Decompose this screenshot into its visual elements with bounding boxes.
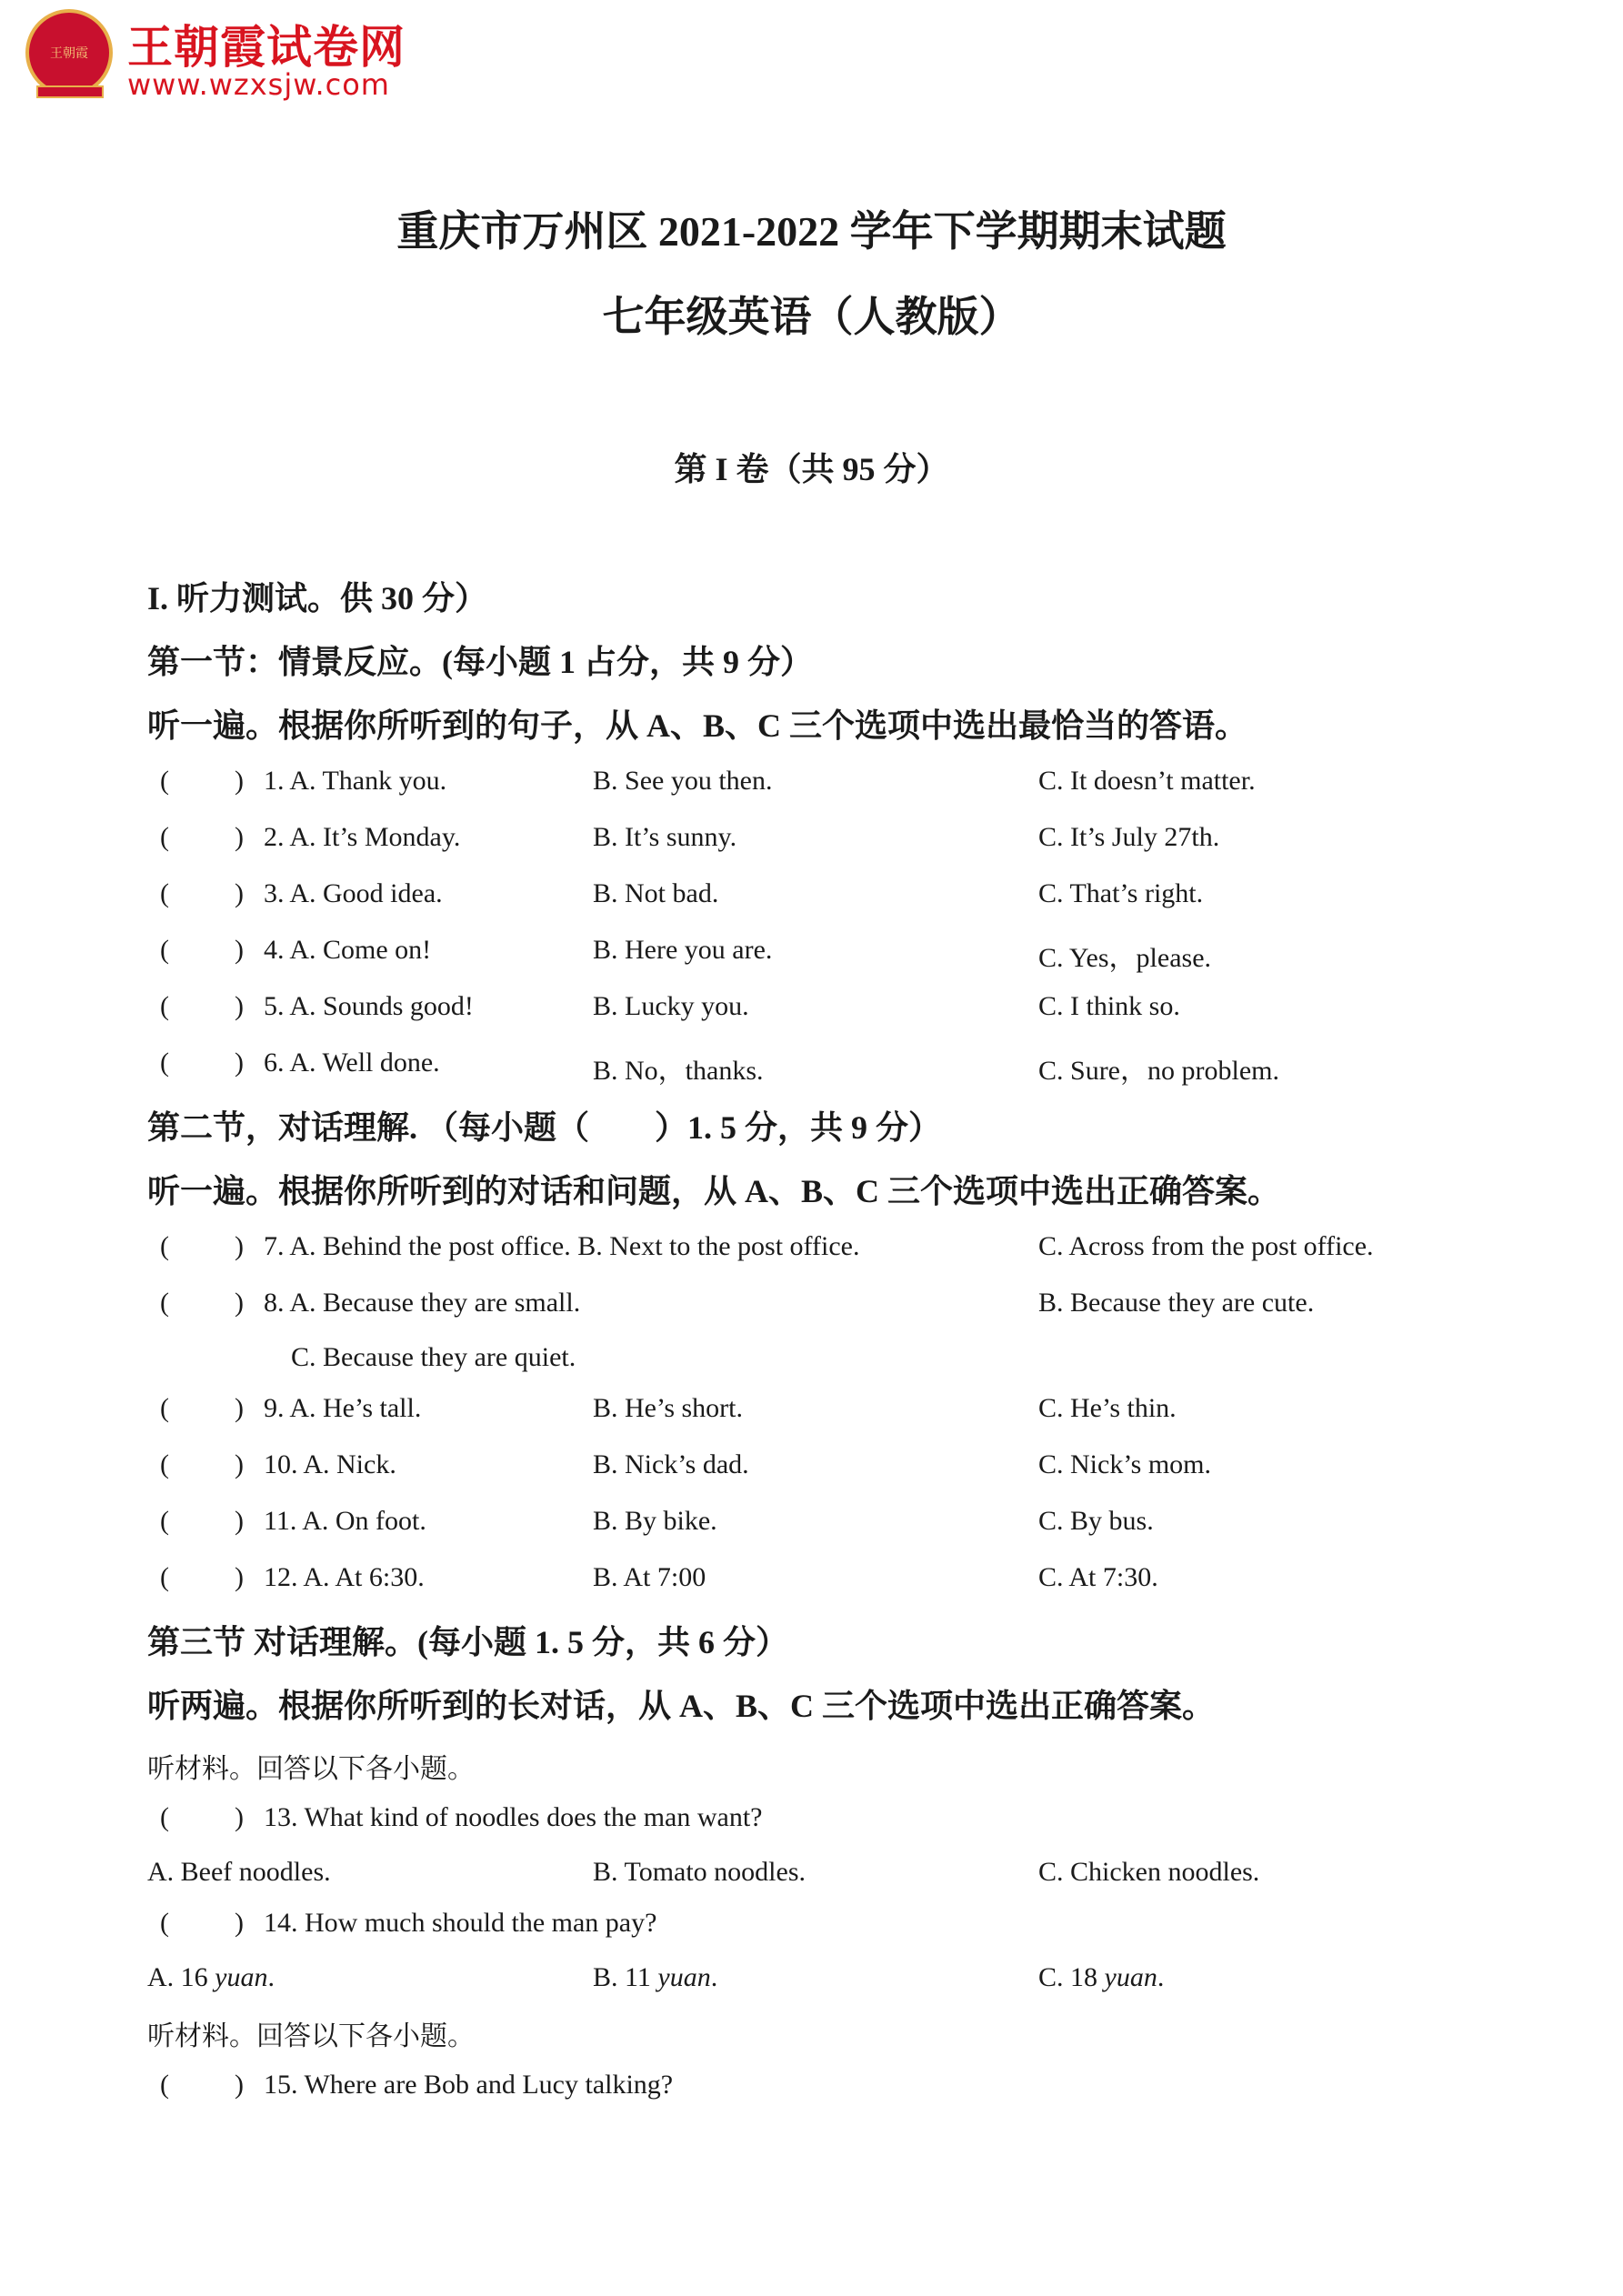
question-stem: 11. A. On foot.	[264, 1506, 426, 1536]
option-b: B. By bike.	[593, 1506, 717, 1536]
question-row	[0, 1908, 1623, 1944]
brand-name: 王朝霞试卷网	[127, 21, 406, 74]
option-c: C. Chicken noodles.	[1038, 1857, 1260, 1887]
answer-blank-open[interactable]: (	[160, 1449, 169, 1479]
answer-blank-close: )	[235, 1562, 244, 1592]
options-row	[0, 1962, 1623, 1999]
option-b: B. Not bad.	[593, 878, 719, 908]
question-stem: 13. What kind of noodles does the man want?	[264, 1802, 763, 1832]
question-stem: 4. A. Come on!	[264, 935, 432, 965]
option-b: B. He’s short.	[593, 1393, 743, 1423]
question-stem: 7. A. Behind the post office. B. Next to the post office.	[264, 1231, 860, 1261]
answer-blank-open[interactable]: (	[160, 1506, 169, 1536]
question-row	[0, 1393, 1623, 1429]
answer-blank-close: )	[235, 1506, 244, 1536]
option-c: C. By bus.	[1038, 1506, 1154, 1536]
seal-ribbon	[36, 85, 104, 98]
question-row	[0, 2070, 1623, 2106]
subsection-heading: 第一节：情景反应。(每小题 1 占分，共 9 分）	[147, 644, 813, 680]
options-row	[0, 1857, 1623, 1893]
option-b: B. Nick’s dad.	[593, 1449, 749, 1479]
question-row	[0, 822, 1623, 858]
answer-blank-open[interactable]: (	[160, 766, 169, 796]
option-b: B. See you then.	[593, 766, 773, 796]
site-url[interactable]: www.wzxsjw.com	[127, 67, 390, 102]
question-row	[0, 1048, 1623, 1084]
seal-icon: 王朝霞	[25, 9, 113, 96]
answer-blank-open[interactable]: (	[160, 878, 169, 908]
answer-blank-open[interactable]: (	[160, 822, 169, 852]
option-b: B. It’s sunny.	[593, 822, 737, 852]
material-note: 听材料。回答以下各小题。	[147, 2021, 475, 2051]
subsection-heading: 第二节，对话理解. （每小题（ ）1. 5 分，共 9 分）	[147, 1109, 942, 1146]
option-c: C. Sure，no problem.	[1038, 1056, 1279, 1086]
question-stem: 2. A. It’s Monday.	[264, 822, 461, 852]
question-stem: 14. How much should the man pay?	[264, 1908, 657, 1938]
answer-blank-close: )	[235, 822, 244, 852]
question-row	[0, 1802, 1623, 1839]
answer-blank-open[interactable]: (	[160, 1562, 169, 1592]
option-c: C. It doesn’t matter.	[1038, 766, 1256, 796]
instruction: 听两遍。根据你所听到的长对话，从 A、B、C 三个选项中选出正确答案。	[147, 1688, 1216, 1724]
answer-blank-close: )	[235, 1908, 244, 1938]
question-row	[0, 935, 1623, 971]
answer-blank-open[interactable]: (	[160, 1908, 169, 1938]
subsection-heading: 第三节 对话理解。(每小题 1. 5 分，共 6 分）	[147, 1624, 788, 1660]
exam-subtitle: 七年级英语（人教版）	[602, 294, 1021, 340]
option-c: C. Because they are quiet.	[291, 1342, 576, 1372]
question-row	[0, 991, 1623, 1028]
answer-blank-open[interactable]: (	[160, 1231, 169, 1261]
option-b: B. Here you are.	[593, 935, 773, 965]
option-b: B. Tomato noodles.	[593, 1857, 806, 1887]
option-a: A. Beef noodles.	[147, 1857, 331, 1887]
question-stem: 6. A. Well done.	[264, 1048, 440, 1078]
answer-blank-open[interactable]: (	[160, 991, 169, 1021]
question-row	[0, 766, 1623, 802]
exam-title: 重庆市万州区 2021-2022 学年下学期期末试题	[396, 208, 1227, 255]
answer-blank-close: )	[235, 1449, 244, 1479]
question-stem: 3. A. Good idea.	[264, 878, 443, 908]
instruction: 听一遍。根据你所听到的对话和问题，从 A、B、C 三个选项中选出正确答案。	[147, 1173, 1281, 1209]
answer-blank-open[interactable]: (	[160, 1288, 169, 1318]
option-c: C. It’s July 27th.	[1038, 822, 1220, 852]
section-heading: I. 听力测试。供 30 分）	[147, 580, 488, 617]
question-stem: 10. A. Nick.	[264, 1449, 396, 1479]
answer-blank-close: )	[235, 1048, 244, 1078]
option-b: B. Because they are cute.	[1038, 1288, 1315, 1318]
answer-blank-close: )	[235, 1393, 244, 1423]
question-row	[0, 1449, 1623, 1486]
option-c: C. 18 yuan.	[1038, 1962, 1165, 1992]
question-stem: 12. A. At 6:30.	[264, 1562, 425, 1592]
answer-blank-close: )	[235, 991, 244, 1021]
question-stem: 9. A. He’s tall.	[264, 1393, 422, 1423]
answer-blank-open[interactable]: (	[160, 935, 169, 965]
option-c: C. At 7:30.	[1038, 1562, 1158, 1592]
option-b: B. Lucky you.	[593, 991, 749, 1021]
option-c: C. That’s right.	[1038, 878, 1204, 908]
option-b: B. At 7:00	[593, 1562, 706, 1592]
option-c: C. Across from the post office.	[1038, 1231, 1374, 1261]
question-row	[0, 1562, 1623, 1599]
answer-blank-close: )	[235, 935, 244, 965]
question-row	[0, 1288, 1623, 1324]
answer-blank-open[interactable]: (	[160, 1393, 169, 1423]
option-a: A. 16 yuan.	[147, 1962, 275, 1992]
answer-blank-close: )	[235, 878, 244, 908]
material-note: 听材料。回答以下各小题。	[147, 1754, 475, 1784]
question-row	[0, 1231, 1623, 1268]
answer-blank-close: )	[235, 1288, 244, 1318]
option-c: C. Nick’s mom.	[1038, 1449, 1212, 1479]
answer-blank-close: )	[235, 2070, 244, 2100]
question-stem: 15. Where are Bob and Lucy talking?	[264, 2070, 674, 2100]
option-b: B. No，thanks.	[593, 1056, 764, 1086]
question-row	[0, 878, 1623, 915]
answer-blank-close: )	[235, 1231, 244, 1261]
question-stem: 5. A. Sounds good!	[264, 991, 474, 1021]
option-c: C. He’s thin.	[1038, 1393, 1177, 1423]
question-stem: 1. A. Thank you.	[264, 766, 447, 796]
answer-blank-open[interactable]: (	[160, 1048, 169, 1078]
part-title: 第 I 卷（共 95 分）	[674, 451, 949, 487]
answer-blank-close: )	[235, 766, 244, 796]
question-row	[0, 1506, 1623, 1542]
site-logo	[25, 9, 426, 109]
option-b: B. 11 yuan.	[593, 1962, 718, 1992]
answer-blank-open[interactable]: (	[160, 1802, 169, 1832]
question-stem: 8. A. Because they are small.	[264, 1288, 581, 1318]
option-c: C. I think so.	[1038, 991, 1180, 1021]
answer-blank-close: )	[235, 1802, 244, 1832]
option-c: C. Yes，please.	[1038, 943, 1212, 973]
answer-blank-open[interactable]: (	[160, 2070, 169, 2100]
instruction: 听一遍。根据你所听到的句子，从 A、B、C 三个选项中选出最恰当的答语。	[147, 707, 1248, 744]
